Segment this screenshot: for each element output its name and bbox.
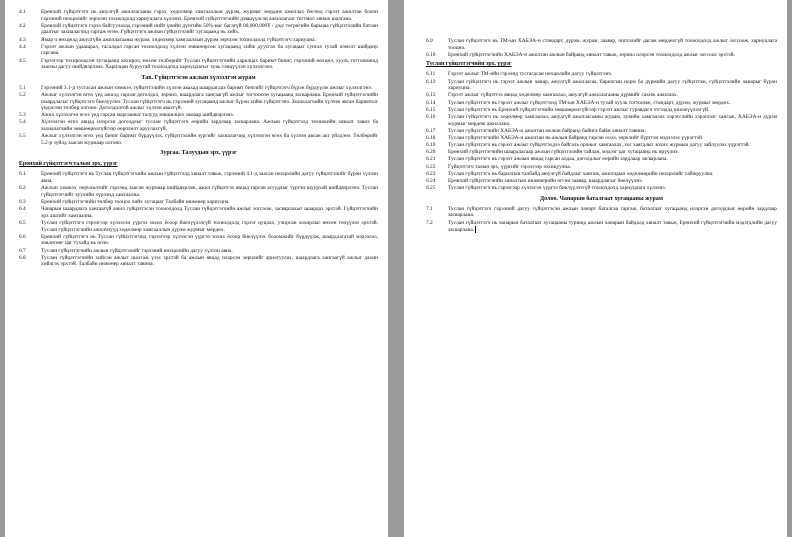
clause-item (426, 206, 777, 219)
clause-text: Туслан гүйцэтгэгч нь ТМ-ын ХАБЭА-н стандарт, дүрэм, журам, заавар, чиглэлийг дагаж мөрдөхгүй тохиолдолд ажлыг зогсоож, хариуцлага тооцно. (448, 38, 777, 51)
clause-item (19, 119, 378, 132)
clause-number: 6.23 (426, 170, 436, 177)
clause-number: 6.8 (19, 254, 26, 261)
clause-item (426, 164, 777, 171)
clause-number: 4.4 (19, 43, 26, 50)
text-cursor (475, 226, 476, 233)
clause-text: Ерөнхий гүйцэтгэгчийн хяналтын инженерийн өгсөн заавар, шаардлагыг биелүүлнэ. (448, 178, 643, 184)
clause-text: Туслан гүйцэтгэгч нь гэрээт ажлыг гүйцэтгэхэд ТМ-ын ХАБЭА-н тухай хууль тогтоомж, стандарт, дүрэм, журмыг мөрдөх. (448, 99, 731, 106)
clause-number: 6.13 (426, 92, 436, 99)
clause-number: 6.25 (426, 185, 436, 192)
clause-text: Туслан гүйцэтгэгчийн ХАБЭА-н ажилтан нь ажлын байранд гарсан осол, зөрчлийг бүртгэн мэдээлэх үүрэгтэй. (448, 134, 704, 141)
clause-item (19, 171, 378, 184)
clause-number: 6.7 (19, 247, 26, 254)
clause-number: 6.21 (426, 156, 436, 163)
clause-item (19, 85, 378, 92)
section-6-continued-list (426, 38, 777, 58)
clause-number: 6.6 (19, 233, 26, 240)
clause-item (19, 248, 378, 255)
clause-text: Ерөнхий гүйцэтгэгчийн шаардлагаар ажлын гүйцэтгэлийн тайлан, мэдээг цаг хугацаанд нь ирүүлнэ. (448, 149, 679, 156)
clause-text: Туслан гүйцэтгэгч нь барилгын талбайд аюулгүй байдлыг хангаж, ажилчдын хөдөлмөрийн нөхцөлийг сайжруулна. (448, 170, 714, 177)
clause-item (19, 133, 378, 146)
clause-number: 6.12 (426, 78, 436, 85)
clause-item (19, 199, 378, 206)
clause-item (426, 142, 777, 149)
clause-item (426, 71, 777, 78)
clause-item (19, 92, 378, 112)
clause-item (426, 185, 777, 192)
clause-item (426, 156, 777, 163)
clause-item (19, 58, 378, 71)
clause-number: 6.15 (426, 106, 436, 113)
clause-number: 6.18 (426, 134, 436, 141)
clause-text: Ажил хүлээлгэн өгөх үед гарсан маргааныг талууд зөвшилцөх замаар шийдвэрлэнэ. (41, 112, 235, 119)
clause-number: 7.2 (426, 219, 433, 226)
general-contractor-subheading: Ерөнхий гүйцэтгэгч талын эрх, үүрэг (19, 161, 118, 168)
document-page-right (404, 0, 787, 537)
section-5-heading: Тав. Гүйцэтгэсэн ажлын хүлээлгэн журам (141, 74, 256, 81)
clause-text: Ажлыг хүлээлгэн өгөх үед ажилд гарсан доголдол, зөрчил, шаардлага хангаагүй ажлыг тогтоосон хугацаанд засварлана. Ерөнхий гүйцэтгэгчийн шаардлагыг гүйцэтгэгч биелүүлнэ. Туслан гүйцэтгэгч нь гэрээний хугацаанд ажлыг бүрэн хийж гүйцэтгэнэ. Захиалагчийн хүлээн авсан баримтыг үндэслэн төлбөр олгоно. Доголдолтой ажлыг хүлээн авахгүй. (41, 91, 378, 112)
section-4-list (19, 9, 378, 71)
clause-number: 6.20 (426, 149, 436, 156)
clause-item (426, 107, 777, 114)
clause-number: 6.14 (426, 99, 436, 106)
clause-text: Ерөнхий гүйцэтгэгчийн ХАБЭА-н ажилтан ажлын байранд хяналт тавьж, зөрчил илэрсэн тохиолдолд ажлыг зогсоох эрхтэй. (448, 51, 735, 58)
clause-text: Туслан гүйцэтгэгч нь чанарын баталгаат хугацааны туршид ажлын чанарын байдалд хяналт тавьж, Ерөнхий гүйцэтгэгчийн мэдэгдлийн дагуу засварлана. (448, 219, 777, 234)
section-6-list (19, 171, 378, 267)
section-5-list (19, 85, 378, 147)
clause-number: 6.4 (19, 206, 26, 213)
clause-number: 6.19 (426, 142, 436, 149)
clause-text: Гэрээт ажлыг гүйцэтгэх явцад хөдөлмөр хамгаалал, аюулгүй ажиллагааны дүрмийг сахиж ажиллах. (448, 92, 678, 99)
clause-item (426, 38, 777, 51)
clause-text: Гэрээт ажлын удаашрал, тасалдал гарсан тохиолдолд хүлээн зөвшөөрсөн хугацаанд хийж дуусгах ба хугацааг сунгах тухай нэмэлт шийдвэр гаргана. (41, 43, 378, 57)
clause-item (426, 128, 777, 135)
clause-text: Туслан гүйцэтгэгч нь гэрээт ажлын чанар, аюулгүй ажиллагаа, барилгын норм ба дүрмийн дагуу гүйцэтгэж, гүйцэтгэлийн чанарыг бүрэн хариуцна. (448, 78, 777, 92)
clause-text: Ажлыг хүлээлгэн өгөх үед бичиг баримт бүрдүүлэх, гүйцэтгэлийн зургийг захиалагчид хүлээлгэн өгөх ба хүлээн авсан акт үйлдэнэ. Төлбөрийг 5.2-р зүйлд заасан журмаар олгоно. (41, 133, 378, 146)
clause-item (426, 52, 777, 59)
clause-text: Туслан гүйцэтгэгч нь гэрээт ажлын явцад гарсан алдаа, доголдлыг өөрийн зардлаар засварлана. (448, 156, 668, 163)
clause-number: 4.2 (19, 22, 26, 29)
clause-number: 4.3 (19, 36, 26, 43)
clause-item (19, 185, 378, 198)
clause-item (426, 114, 777, 127)
clause-number: 6.9 (426, 38, 433, 44)
section-6-heading: Зургаа. Талуудын эрх, үүрэг (160, 150, 237, 157)
document-page-left (5, 0, 388, 537)
clause-number: 5.4 (19, 119, 26, 126)
clause-item (426, 178, 777, 185)
clause-number: 5.1 (19, 84, 26, 91)
clause-number: 6.1 (19, 171, 26, 178)
clause-item (426, 220, 777, 234)
clause-number: 5.2 (19, 91, 26, 98)
clause-number: 6.2 (19, 185, 26, 192)
clause-number: 4.1 (19, 9, 26, 15)
clause-number: 6.16 (426, 113, 436, 120)
clause-item (426, 149, 777, 156)
clause-text: Туслан гүйцэтгэгч нь хөдөлмөр хамгаалал, аюулгүй ажиллагааны журам, хувийн хамгаалах хэрэгслийн хэрэглээг хангаж, ХАБЭА-н дүрэм журмыг мөрдөж ажиллана. (448, 113, 777, 127)
clause-text: Ерөнхий гүйцэтгэгч нь Туслан гүйцэтгэгчид гэрээгээр хүлээсэн үүргээ зохих ёсоор биелүүлэх боломжийг бүрдүүлж, шаардлагатай мэдээлэл, зөвлөгөөг цаг тухайд нь өгнө. (41, 233, 378, 247)
clause-number: 5.3 (19, 112, 26, 119)
clause-text: Гэрээт ажлыг ТМ-ийн гэрээнд тусгагдсан нөхцөлийн дагуу гүйцэтгэнэ. (448, 71, 613, 78)
clause-text: Ерөнхий гүйцэтгэгч нь аюулгүй ажиллагааны гэрээ, хөдөлмөр хамгааллын дүрэм, журмыг мөрдөж ажиллах бөгөөд гэрээт ажилтан болон гэрээний нөхцөлийг зөрчсөн тохиолдолд хариуцлага хүлээнэ. Ерөнхий гүйцэтгэгчийн дэвшүүлсэн ажиллагааг тогтмол хянаж шалгана. (41, 9, 378, 22)
clause-item (19, 37, 378, 44)
clause-number: 6.10 (426, 51, 436, 58)
clause-item (19, 206, 378, 219)
clause-number: 6.11 (426, 71, 436, 78)
clause-item (19, 44, 378, 57)
clause-item (19, 234, 378, 247)
clause-text: Туслан гүйцэтгэгч нь гэрээт ажлыг гүйцэтгэхдээ байгаль орчныг хамгаалах, хог хаягдлыг зохих журмын дагуу зайлуулах үүрэгтэй. (448, 142, 750, 149)
clause-text: Ажлын хэмжээ, өөрчлөлтийг гэрээнд заасан журмаар шийдвэрлэж, ажил гүйцэтгэх явцад гарсан асуудлыг түргэн шуурхай шийдвэрлэнэ. Туслан гүйцэтгэгчийг хуулийн хүрээнд хамгаална. (41, 185, 378, 198)
clause-item (19, 255, 378, 268)
clause-text: Хүлээлгэн өгөх явцад илэрсэн доголдлыг туслан гүйцэтгэгч өөрийн зардлаар засварлана. Ажлын гүйцэтгэлд техникийн хяналт тавих ба захиалагчийн зөвшөөрөлгүйгээр өөрчлөлт оруулахгүй. (41, 119, 378, 133)
clause-number: 6.17 (426, 127, 436, 134)
clause-number: 6.5 (19, 219, 26, 226)
clause-text: Ерөнхий гүйцэтгэгчийн төлбөр тооцоо хийх хугацааг Талбайн инженер хариуцна. (41, 199, 230, 205)
clause-number: 6.22 (426, 163, 436, 170)
clause-item (19, 9, 378, 22)
clause-text: Туслан гүйцэтгэгч нь Ерөнхий гүйцэтгэгчийн зөвшөөрөлгүйгээр гэрээт ажлыг гуравдагч этгээдэд шилжүүлэхгүй. (448, 106, 710, 113)
clause-number: 6.24 (426, 178, 436, 184)
clause-text: Ерөнхий гүйцэтгэгч гэрээ байгуулахад гэрээний нийт үнийн дүнгийн 50%-иас багагүй 00,000,000₮ / дэд/ төгрөгийн барьцаа гүйцэтгэлийн батлан даалтыг захиалагчид гаргаж өгнө. Гүйцэтгэгч ажлын гүйцэтгэлийг хугацаанд нь хийх. (41, 22, 378, 36)
clause-text: Туслан гүйцэтгэгч нь гэрээгээр хүлээсэн үүргээ биелүүлээгүй тохиолдолд хариуцлага хүлээнэ. (448, 185, 667, 192)
subcontractor-duties-list (426, 71, 777, 191)
clause-text: Ерөнхий гүйцэтгэгч нь Туслан гүйцэтгэгчийн ажлын гүйцэтгэлд хяналт тавьж, гэрээний 4.1-д заасан нөхцөлийн дагуу гүйцэтгэлийг бүрэн хүлээн авна. (41, 171, 378, 185)
clause-item (426, 171, 777, 178)
clause-number: 4.5 (19, 57, 26, 64)
clause-text: Чанарын шаардлага хангаагүй ажил гүйцэтгэсэн тохиолдолд Туслан гүйцэтгэгчийн ажлыг зогсоож, засварлахыг шаардах эрхтэй. Гүйцэтгэгчийн эрх ашгийг хамгаална. (41, 206, 378, 219)
section-7-list (426, 206, 777, 234)
clause-item (19, 220, 378, 233)
clause-item (426, 135, 777, 142)
subcontractor-subheading: Туслан гүйцэтгэгчийн эрх, үүрэг (426, 61, 512, 68)
section-7-heading: Долоо. Чанарын баталгаат хугацааны журам (540, 195, 663, 202)
clause-number: 6.3 (19, 199, 26, 205)
clause-text: Туслан гүйцэтгэгч гэрээгээр хүлээсэн үүргээ зохих ёсоор биелүүлээгүй тохиолдолд гэрээг цуцлах, учирсан хохирлыг нөхөн төлүүлэх эрхтэй. Туслан гүйцэтгэгчийн ажилтнууд хөдөлмөр хамгааллын дүрэм журмыг мөрдөх. (41, 219, 378, 233)
clause-text: Туслан гүйцэтгэгчийн хийсэн ажлыг шалгаж үзэх эрхтэй ба ажлын явцад илэрсэн зөрчлийг арилгуулах, шаардлага хангаагүй ажлыг дахин хийлгэх эрхтэй. Талбайн инженер хяналт тавина. (41, 254, 378, 268)
clause-text: Гэрээгээр тохиролцсон хугацаанд хохирол, нөхөн төлбөрийг Туслан гүйцэтгэгчийн харилцах баримт бичиг, гэрээний нөхцөл, хууль тогтоомжид заасны дагуу шийдвэрлэнэ. Харилцан буруутай тохиолдолд хариуцлагыг хувь тэнцүүлэн хүлээлгэнэ. (41, 57, 378, 71)
clause-item (426, 100, 777, 107)
clause-number: 5.5 (19, 133, 26, 140)
clause-item (19, 112, 378, 119)
clause-text: Туслан гүйцэтгэгчийн ХАБЭА-н ажилтан ажлын байранд байнга байж хяналт тавина. (448, 127, 646, 134)
clause-text: Туслан гүйцэтгэгчийн ажлын гүйцэтгэлийг гэрээний нөхцөлийн дагуу хүлээн авна. (41, 247, 233, 254)
clause-text: Гэрээний 3.1-д тусгасан ажлын хэмжээ, гүйцэтгэлийн хүлээн авахад шаардагдах баримт бичгийг гүйцэтгэгч бүрэн бүрдүүлж ажлыг хүлээлгэнэ. (41, 84, 373, 91)
clause-text: Гүйцэтгэгч талын эрх, үүргийг гэрээгээр зохицуулна. (448, 163, 571, 170)
clause-item (426, 92, 777, 99)
clause-text: Туслан гүйцэтгэгч гэрээний дагуу гүйцэтгэсэн ажлын чанарт баталгаа гаргаж, баталгаат хугацаанд илэрсэн доголдлыг өөрийн зардлаар засварлана. (448, 205, 777, 219)
clause-item (426, 79, 777, 92)
clause-item (19, 23, 378, 36)
clause-text: Ямар ч нөхцөлд аюулгүйн ажиллагааны журам, хөдөлмөр хамгааллын дүрэм зөрчсөн тохиолдолд гүйцэтгэгч хариуцна. (41, 36, 316, 43)
clause-number: 7.1 (426, 205, 433, 212)
